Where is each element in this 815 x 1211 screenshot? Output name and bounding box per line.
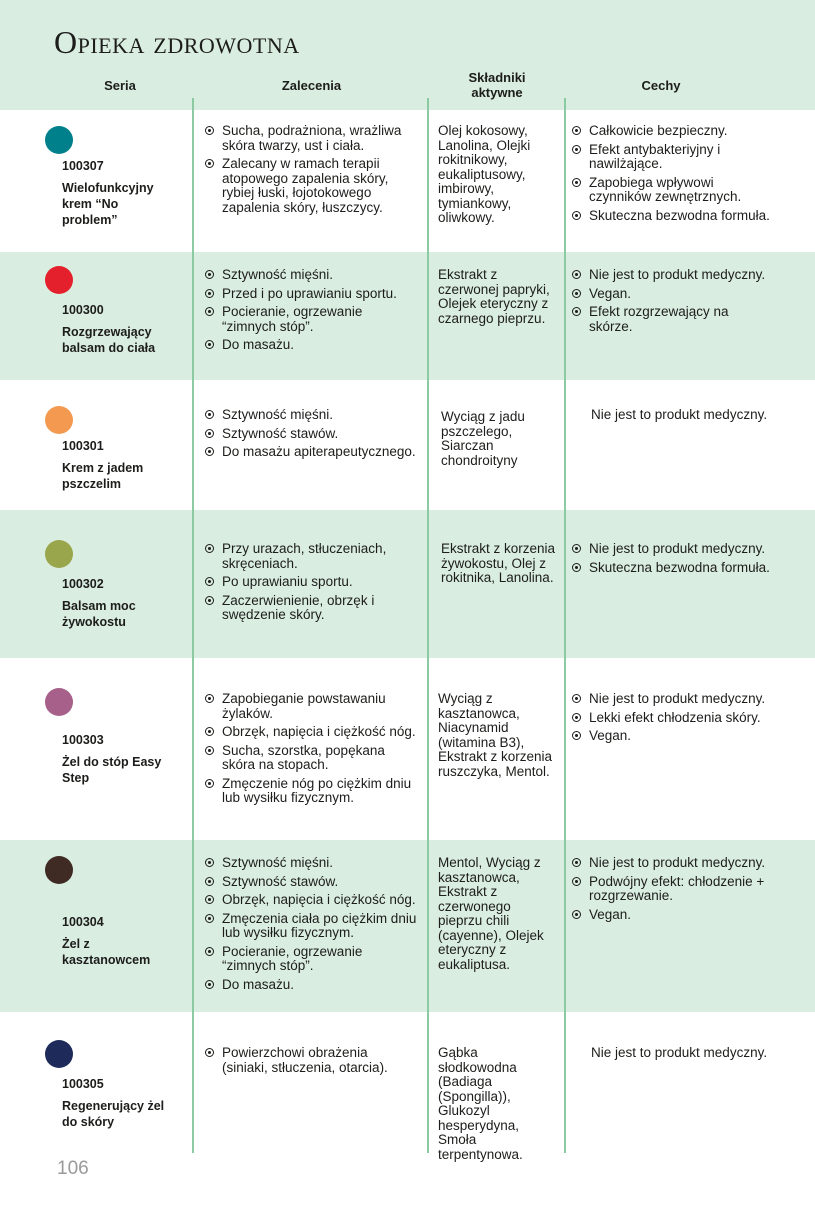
zalecenia-list bbox=[205, 856, 417, 996]
cechy-list bbox=[572, 856, 772, 926]
item-text: Przed i po uprawianiu sportu. bbox=[222, 285, 397, 301]
item-text: Po uprawianiu sportu. bbox=[222, 574, 353, 589]
item-text: Efekt antybakteriyjny i nawilżające. bbox=[589, 141, 721, 171]
bullet-icon bbox=[572, 731, 581, 740]
ingredients: Wyciąg z jadu pszczelego, Siarczan chondroityny bbox=[441, 409, 525, 468]
bullet-icon bbox=[205, 289, 214, 298]
bullet-icon bbox=[572, 910, 581, 919]
product-series bbox=[45, 406, 185, 492]
color-dot bbox=[45, 688, 73, 716]
product-series bbox=[45, 266, 185, 356]
column-divider bbox=[564, 98, 566, 1153]
item-text: Do masażu apiterapeutycznego. bbox=[222, 444, 416, 459]
item-text: Sztywność mięśni. bbox=[222, 407, 334, 422]
list-item bbox=[205, 542, 417, 571]
product-series bbox=[45, 1040, 185, 1130]
bullet-icon bbox=[572, 858, 581, 867]
item-text: Sztywność stawów. bbox=[222, 425, 339, 441]
item-text: Zapobieganie powstawaniu żylaków. bbox=[222, 691, 386, 721]
table-row bbox=[0, 510, 815, 658]
bullet-icon bbox=[572, 145, 581, 154]
item-text: Efekt rozgrzewający na skórze. bbox=[589, 304, 729, 334]
bullet-icon bbox=[572, 563, 581, 572]
bullet-icon bbox=[205, 1048, 214, 1057]
bullet-icon bbox=[205, 858, 214, 867]
list-item bbox=[205, 945, 417, 974]
list-item bbox=[572, 692, 772, 707]
cechy-list bbox=[572, 542, 772, 579]
list-item bbox=[572, 561, 772, 576]
item-text: Skuteczna bezwodna formuła. bbox=[589, 207, 770, 223]
bullet-icon bbox=[572, 270, 581, 279]
item-text: Vegan. bbox=[589, 728, 632, 743]
list-item bbox=[205, 268, 417, 283]
bullet-icon bbox=[205, 947, 214, 956]
bullet-icon bbox=[205, 895, 214, 904]
header-seria: Seria bbox=[104, 77, 136, 93]
bullet-icon bbox=[205, 429, 214, 438]
ingredients: Mentol, Wyciąg z kasztanowca, Ekstrakt z czerwonego pieprzu chili (cayenne), Olejek eteryczny z eukaliptusa. bbox=[438, 855, 544, 972]
item-text: Zmęczenie nóg po ciężkim dniu lub wysiłku fizycznym. bbox=[222, 775, 412, 805]
list-item bbox=[572, 176, 772, 205]
list-item bbox=[205, 978, 417, 993]
table-row bbox=[0, 658, 815, 840]
bullet-icon bbox=[205, 596, 214, 605]
bullet-icon bbox=[205, 270, 214, 279]
zalecenia-list bbox=[205, 692, 417, 810]
column-divider bbox=[192, 98, 194, 1153]
list-item bbox=[205, 594, 417, 623]
header-skladniki-line1: Składniki bbox=[468, 70, 526, 85]
item-text: Nie jest to produkt medyczny. bbox=[589, 541, 766, 556]
list-item bbox=[572, 143, 772, 172]
item-text: Lekki efekt chłodzenia skóry. bbox=[589, 709, 761, 725]
bullet-icon bbox=[572, 877, 581, 886]
item-text: Sucha, szorstka, popękana skóra na stopach. bbox=[222, 742, 385, 772]
product-code: 100301 bbox=[62, 439, 104, 453]
item-text: Vegan. bbox=[589, 906, 632, 922]
table-row bbox=[0, 110, 815, 252]
bullet-icon bbox=[572, 289, 581, 298]
bullet-icon bbox=[572, 178, 581, 187]
ingredients: Olej kokosowy, Lanolina, Olejki rokitnikowy, eukaliptusowy, imbirowy, tymiankowy, oliwkowy. bbox=[438, 123, 531, 225]
table-row bbox=[0, 1012, 815, 1162]
product-series bbox=[45, 688, 185, 786]
product-name: Regenerujący żel do skóry bbox=[62, 1099, 165, 1129]
bullet-icon bbox=[205, 410, 214, 419]
list-item bbox=[205, 912, 417, 941]
zalecenia-list bbox=[205, 542, 417, 627]
bullet-icon bbox=[572, 307, 581, 316]
header-cechy: Cechy bbox=[641, 77, 681, 93]
bullet-icon bbox=[205, 577, 214, 586]
item-text: Zmęczenia ciała po ciężkim dniu lub wysiłku fizycznym. bbox=[222, 910, 417, 940]
color-dot bbox=[45, 126, 73, 154]
item-text: Sucha, podrażniona, wrażliwa skóra twarzy, ust i ciała. bbox=[222, 123, 402, 153]
bullet-icon bbox=[205, 307, 214, 316]
item-text: Obrzęk, napięcia i ciężkość nóg. bbox=[222, 724, 416, 739]
bullet-icon bbox=[205, 126, 214, 135]
product-series bbox=[45, 126, 185, 228]
product-code: 100307 bbox=[62, 159, 104, 173]
item-text: Do masażu. bbox=[222, 976, 295, 992]
list-item bbox=[205, 445, 417, 460]
product-series bbox=[45, 856, 185, 968]
cechy-text: Nie jest to produkt medyczny. bbox=[591, 407, 768, 422]
bullet-icon bbox=[572, 544, 581, 553]
list-item bbox=[205, 338, 417, 353]
bullet-icon bbox=[205, 914, 214, 923]
list-item bbox=[205, 875, 417, 890]
item-text: Sztywność mięśni. bbox=[222, 855, 334, 870]
list-item bbox=[205, 856, 417, 871]
item-text: Nie jest to produkt medyczny. bbox=[589, 267, 766, 282]
bullet-icon bbox=[205, 746, 214, 755]
item-text: Sztywność stawów. bbox=[222, 873, 339, 889]
zalecenia-list bbox=[205, 268, 417, 357]
bullet-icon bbox=[572, 126, 581, 135]
list-item bbox=[205, 777, 417, 806]
bullet-icon bbox=[572, 713, 581, 722]
bullet-icon bbox=[205, 159, 214, 168]
item-text: Obrzęk, napięcia i ciężkość nóg. bbox=[222, 892, 416, 907]
bullet-icon bbox=[205, 877, 214, 886]
list-item bbox=[572, 124, 772, 139]
cechy-text: Nie jest to produkt medyczny. bbox=[591, 1045, 768, 1060]
ingredients: Ekstrakt z czerwonej papryki, Olejek eteryczny z czarnego pieprzu. bbox=[438, 267, 550, 326]
list-item bbox=[572, 287, 772, 302]
list-item bbox=[205, 124, 417, 153]
item-text: Podwójny efekt: chłodzenie + rozgrzewanie. bbox=[589, 873, 765, 903]
item-text: Przy urazach, stłuczeniach, skręceniach. bbox=[222, 541, 387, 571]
ingredients: Gąbka słodkowodna (Badiaga (Spongilla)), Glukozyl hesperydyna, Smoła terpentynowa. bbox=[438, 1045, 523, 1162]
item-text: Nie jest to produkt medyczny. bbox=[589, 855, 766, 870]
color-dot bbox=[45, 856, 73, 884]
list-item bbox=[572, 305, 772, 334]
list-item bbox=[205, 893, 417, 908]
product-code: 100305 bbox=[62, 1077, 104, 1091]
bullet-icon bbox=[205, 340, 214, 349]
color-dot bbox=[45, 1040, 73, 1068]
product-code: 100303 bbox=[62, 733, 104, 747]
list-item bbox=[205, 1046, 417, 1075]
item-text: Skuteczna bezwodna formuła. bbox=[589, 559, 770, 575]
table-row bbox=[0, 252, 815, 380]
product-name: Balsam moc żywokostu bbox=[62, 599, 136, 629]
item-text: Pocieranie, ogrzewanie “zimnych stóp”. bbox=[222, 304, 363, 334]
list-item bbox=[205, 287, 417, 302]
list-item bbox=[205, 725, 417, 740]
zalecenia-list bbox=[205, 408, 417, 464]
list-item bbox=[572, 542, 772, 557]
bullet-icon bbox=[205, 779, 214, 788]
bullet-icon bbox=[572, 694, 581, 703]
product-code: 100304 bbox=[62, 915, 104, 929]
item-text: Zalecany w ramach terapii atopowego zapalenia skóry, rybiej łuski, łojotokowego zapalenia skóry, łuszczycy. bbox=[222, 156, 389, 215]
item-text: Vegan. bbox=[589, 285, 632, 301]
product-name: Krem z jadem pszczelim bbox=[62, 461, 144, 491]
cechy-list bbox=[572, 268, 772, 338]
item-text: Powierzchowi obrażenia (siniaki, stłuczenia, otarcia). bbox=[222, 1045, 388, 1075]
cechy-list bbox=[572, 124, 772, 227]
list-item bbox=[572, 729, 772, 744]
item-text: Zaczerwienienie, obrzęk i swędzenie skóry. bbox=[222, 592, 375, 622]
page-number: 106 bbox=[57, 1158, 89, 1179]
list-item bbox=[572, 268, 772, 283]
color-dot bbox=[45, 540, 73, 568]
table-row bbox=[0, 840, 815, 1012]
ingredients: Wyciąg z kasztanowca, Niacynamid (witamina B3), Ekstrakt z korzenia ruszczyka, Mentol. bbox=[438, 691, 553, 779]
ingredients: Ekstrakt z korzenia żywokostu, Olej z rokitnika, Lanolina. bbox=[441, 541, 556, 585]
bullet-icon bbox=[572, 211, 581, 220]
product-code: 100302 bbox=[62, 577, 104, 591]
bullet-icon bbox=[205, 447, 214, 456]
list-item bbox=[205, 692, 417, 721]
product-series bbox=[45, 540, 185, 630]
product-name: Wielofunkcyjny krem “No problem” bbox=[62, 181, 154, 227]
bullet-icon bbox=[205, 727, 214, 736]
header-zalecenia: Zalecenia bbox=[281, 77, 342, 93]
color-dot bbox=[45, 406, 73, 434]
list-item bbox=[572, 908, 772, 923]
list-item bbox=[205, 427, 417, 442]
bullet-icon bbox=[205, 544, 214, 553]
page-title: Opieka zdrowotna bbox=[54, 24, 300, 60]
header-skladniki bbox=[429, 60, 565, 110]
item-text: Zapobiega wpływowi czynników zewnętrznych. bbox=[589, 174, 742, 204]
header-skladniki-line2: aktywne bbox=[471, 85, 523, 100]
title-band bbox=[0, 0, 815, 60]
product-name: Żel z kasztanowcem bbox=[62, 937, 151, 967]
column-divider bbox=[427, 98, 429, 1153]
bullet-icon bbox=[205, 980, 214, 989]
list-item bbox=[572, 711, 772, 726]
item-text: Nie jest to produkt medyczny. bbox=[589, 691, 766, 706]
list-item bbox=[205, 744, 417, 773]
product-code: 100300 bbox=[62, 303, 104, 317]
item-text: Sztywność mięśni. bbox=[222, 267, 334, 282]
list-item bbox=[205, 575, 417, 590]
table-row bbox=[0, 380, 815, 510]
product-name: Żel do stóp Easy Step bbox=[62, 755, 162, 785]
list-item bbox=[205, 157, 417, 215]
list-item bbox=[572, 875, 772, 904]
zalecenia-list bbox=[205, 1046, 417, 1079]
list-item bbox=[205, 408, 417, 423]
product-name: Rozgrzewający balsam do ciała bbox=[62, 325, 156, 355]
item-text: Do masażu. bbox=[222, 337, 295, 352]
color-dot bbox=[45, 266, 73, 294]
item-text: Całkowicie bezpieczny. bbox=[589, 123, 728, 138]
table-header bbox=[0, 60, 815, 110]
item-text: Pocieranie, ogrzewanie “zimnych stóp”. bbox=[222, 943, 363, 973]
cechy-list bbox=[572, 692, 772, 748]
list-item bbox=[572, 209, 772, 224]
zalecenia-list bbox=[205, 124, 417, 219]
bullet-icon bbox=[205, 694, 214, 703]
list-item bbox=[572, 856, 772, 871]
list-item bbox=[205, 305, 417, 334]
